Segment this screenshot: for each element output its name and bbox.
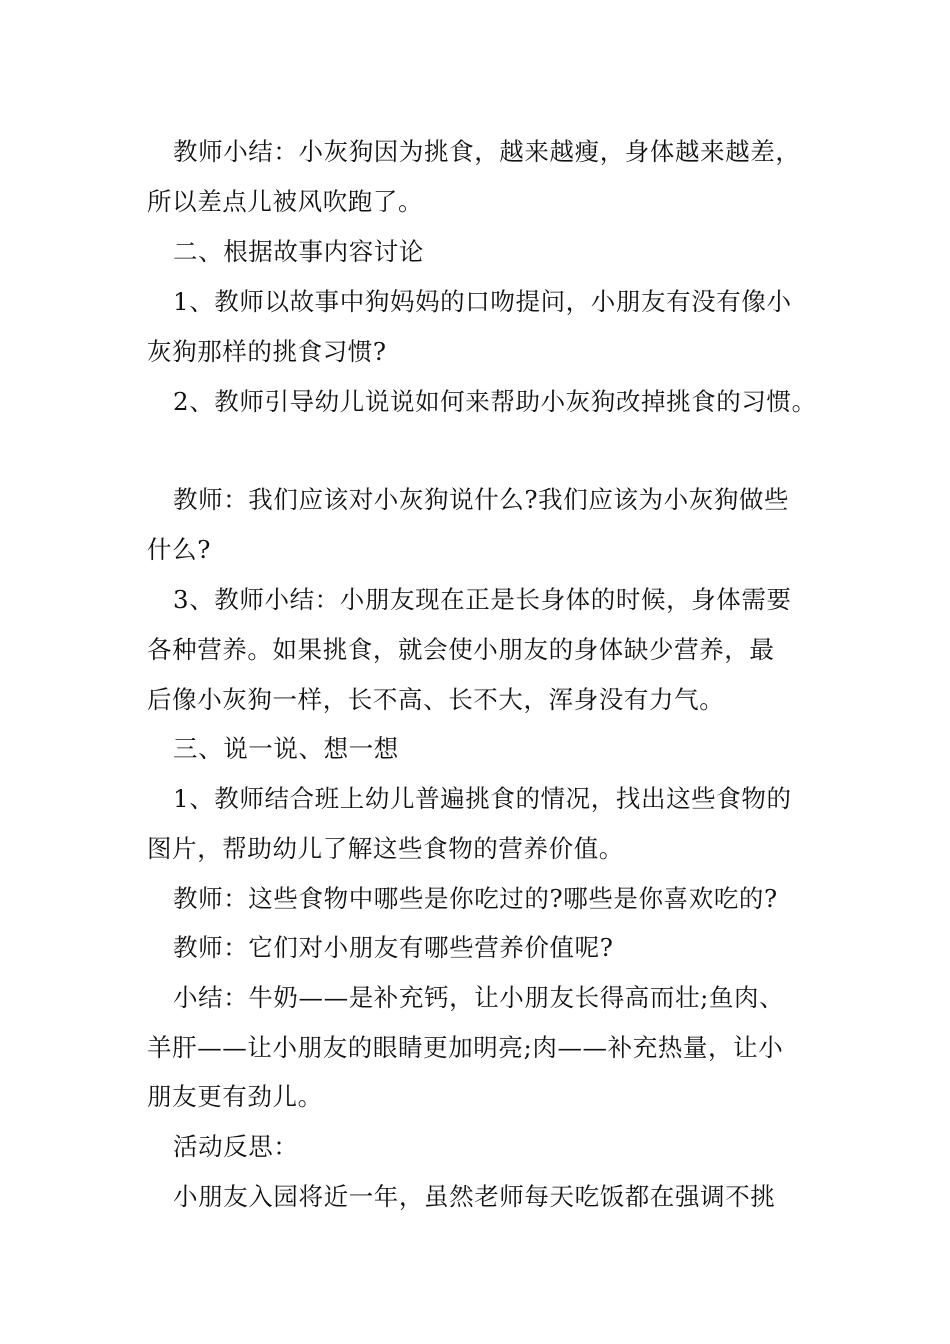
paragraph-line: 教师：我们应该对小灰狗说什么?我们应该为小灰狗做些 bbox=[173, 485, 790, 514]
section-heading: 三、说一说、想一想 bbox=[173, 734, 399, 763]
paragraph-line: 小结：牛奶——是补充钙，让小朋友长得高而壮;鱼肉、 bbox=[173, 983, 785, 1012]
paragraph-line: 图片，帮助幼儿了解这些食物的营养价值。 bbox=[147, 834, 624, 863]
section-heading: 活动反思： bbox=[173, 1132, 299, 1161]
paragraph-line: 1、教师结合班上幼儿普遍挑食的情况，找出这些食物的 bbox=[173, 784, 792, 813]
paragraph-line: 朋友更有劲儿。 bbox=[147, 1082, 323, 1111]
paragraph-line: 教师：它们对小朋友有哪些营养价值呢? bbox=[173, 933, 614, 962]
section-heading: 二、根据故事内容讨论 bbox=[173, 237, 424, 266]
paragraph-line: 小朋友入园将近一年，虽然老师每天吃饭都在强调不挑 bbox=[173, 1182, 776, 1211]
paragraph-line: 教师小结：小灰狗因为挑食，越来越瘦，身体越来越差， bbox=[173, 137, 801, 166]
paragraph-line: 教师：这些食物中哪些是你吃过的?哪些是你喜欢吃的? bbox=[173, 884, 778, 913]
paragraph-line: 什么? bbox=[147, 535, 211, 564]
paragraph-line: 3、教师小结：小朋友现在正是长身体的时候，身体需要 bbox=[173, 585, 792, 614]
paragraph-line: 灰狗那样的挑食习惯? bbox=[147, 337, 387, 366]
paragraph-line: 后像小灰狗一样，长不高、长不大，浑身没有力气。 bbox=[147, 685, 725, 714]
paragraph-line: 各种营养。如果挑食，就会使小朋友的身体缺少营养，最 bbox=[147, 635, 775, 664]
paragraph-line: 羊肝——让小朋友的眼睛更加明亮;肉——补充热量，让小 bbox=[147, 1033, 784, 1062]
paragraph-line: 2、教师引导幼儿说说如何来帮助小灰狗改掉挑食的习惯。 bbox=[173, 387, 817, 416]
paragraph-line: 所以差点儿被风吹跑了。 bbox=[147, 187, 424, 216]
paragraph-line: 1、教师以故事中狗妈妈的口吻提问，小朋友有没有像小 bbox=[173, 287, 792, 316]
